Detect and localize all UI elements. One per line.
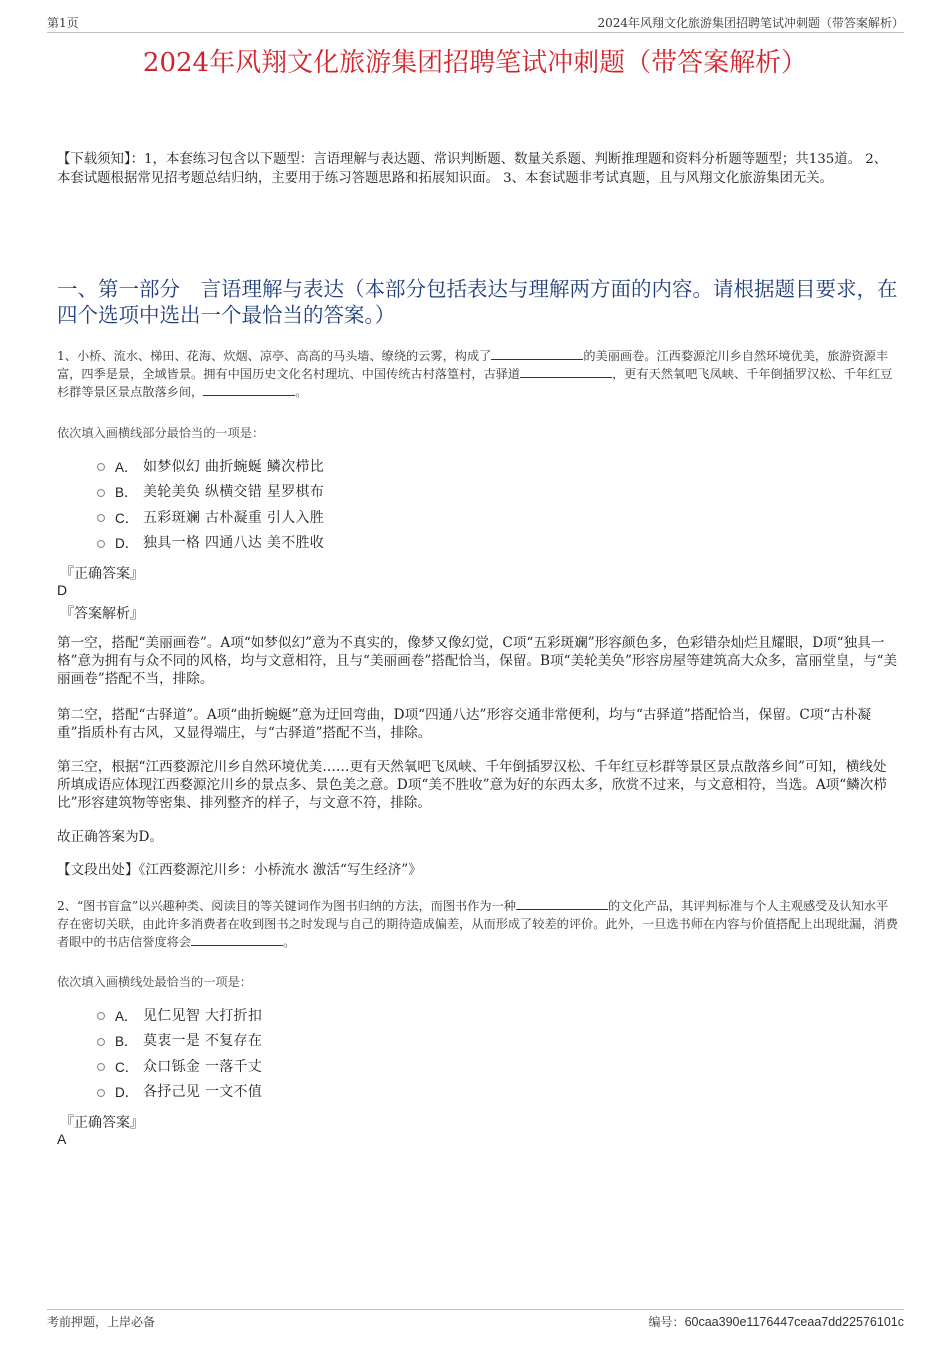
document-id <box>649 1313 904 1330</box>
question-1-text-part4: 。 <box>295 385 308 399</box>
question-2-text-part2: 的文化产品，其评判标准与个人主观感受及认知水平存在密切关联，由此许多消费者在收到图书之时发现与自己的期待造成偏差，从而形成了较差的评价。此外，一旦选书师在内容与价值搭配上出现纰漏，消费者眼中的书店信誉度将会 <box>57 899 898 949</box>
option-letter: B． <box>115 1034 138 1050</box>
option-letter: D． <box>115 536 139 552</box>
option-letter: A． <box>115 1008 138 1024</box>
question-1-stem <box>57 347 899 401</box>
option-a[interactable] <box>97 1002 262 1028</box>
option-b[interactable] <box>97 479 324 505</box>
radio-button-icon[interactable] <box>97 1063 105 1071</box>
option-text: 如梦似幻 曲折蜿蜒 鳞次栉比 <box>143 458 325 475</box>
option-text: 五彩斑斓 古朴凝重 引人入胜 <box>143 509 325 526</box>
option-c[interactable] <box>97 504 324 530</box>
question-1-options <box>97 453 324 555</box>
radio-button-icon[interactable] <box>97 489 105 497</box>
correct-answer: D <box>57 582 68 598</box>
document-id-label: 编号： <box>648 1315 685 1329</box>
radio-button-icon[interactable] <box>97 540 105 548</box>
option-b[interactable] <box>97 1028 262 1054</box>
answer-blank <box>203 383 295 396</box>
option-text: 美轮美奂 纵横交错 星罗棋布 <box>143 484 325 501</box>
footer-rule <box>47 1309 904 1310</box>
analysis-paragraph-3: 第三空，根据“江西婺源沱川乡自然环境优美……更有天然氧吧飞凤峡、千年倒插罗汉松、千年红豆杉群等景区景点散落乡间”可知，横线处所填成语应体现江西婺源沱川乡的景点多、景色美之意。D项“美不胜收”意为好的东西太多，欣赏不过来，与文意相符，当选。A项“鳞次栉比”形容建筑物等密集、排列整齐的样子，与文意不符，排除。 <box>57 759 887 811</box>
question-1-text-part2: 的美丽画卷。江西婺源沱川乡自然环境优美，旅游资源丰富，四季是景，全域皆景。拥有中国历史文化名村理坑、中国传统古村落篁村，古驿道 <box>57 349 889 381</box>
option-letter: C． <box>115 1059 139 1075</box>
header-rule <box>47 32 904 33</box>
option-letter: B． <box>115 485 138 501</box>
option-text: 见仁见智 大打折扣 <box>143 1007 263 1024</box>
option-letter: D． <box>115 1085 139 1101</box>
radio-button-icon[interactable] <box>97 463 105 471</box>
radio-button-icon[interactable] <box>97 514 105 522</box>
footer-slogan: 考前押题，上岸必备 <box>47 1315 156 1329</box>
analysis-paragraph-1: 第一空，搭配“美丽画卷”。A项“如梦似幻”意为不真实的，像梦又像幻觉，C项“五彩斑斓”形容颜色多，色彩错杂灿烂且耀眼，D项“独具一格”意为拥有与众不同的风格，均与文意相符，且与“美丽画卷”搭配恰当，保留。B项“美轮美奂”形容房屋等建筑高大众多，富丽堂皇，与“美丽画卷”搭配不当，排除。 <box>57 635 898 687</box>
question-2-text-part3: 。 <box>283 935 296 949</box>
answer-blank <box>516 897 608 910</box>
radio-button-icon[interactable] <box>97 1089 105 1097</box>
answer-blank <box>491 347 583 360</box>
analysis-paragraph-2: 第二空，搭配“古驿道”。A项“曲折蜿蜒”意为迂回弯曲，D项“四通八达”形容交通非常便利，均与“古驿道”搭配恰当，保留。C项“古朴凝重”指质朴有古风，又显得端庄，与“古驿道”搭配不当，排除。 <box>57 707 872 741</box>
correct-answer-label: 『正确答案』 <box>60 566 144 582</box>
option-letter: A． <box>115 459 138 475</box>
option-text: 莫衷一是 不复存在 <box>143 1033 263 1050</box>
option-letter: C． <box>115 510 139 526</box>
question-2-stem <box>57 897 899 951</box>
radio-button-icon[interactable] <box>97 1038 105 1046</box>
answer-blank <box>191 933 283 946</box>
download-notice: 【下载须知】：1，本套练习包含以下题型：言语理解与表达题、常识判断题、数量关系题、判断推理题和资料分析题等题型；共135道。 2、本套试题根据常见招考题总结归纳，主要用于练习答题思路和拓展知识面。 3、本套试题非考试真题，且与风翔文化旅游集团无关。 <box>57 152 888 186</box>
source-citation: 【文段出处】《江西婺源沱川乡：小桥流水 激活“写生经济”》 <box>57 862 422 878</box>
option-text: 各抒己见 一文不值 <box>143 1084 263 1101</box>
option-a[interactable] <box>97 453 324 479</box>
option-d[interactable] <box>97 1079 262 1105</box>
option-text: 众口铄金 一落千丈 <box>143 1058 263 1075</box>
analysis-label: 『答案解析』 <box>60 606 144 622</box>
question-1-text-part1: 1、小桥、流水、梯田、花海、炊烟、凉亭、高高的马头墙、缭绕的云雾，构成了 <box>57 349 492 363</box>
document-title: 2024年风翔文化旅游集团招聘笔试冲刺题（带答案解析） <box>142 48 808 78</box>
option-text: 独具一格 四通八达 美不胜收 <box>143 535 325 552</box>
question-1-prompt: 依次填入画横线部分最恰当的一项是： <box>57 426 265 440</box>
correct-answer-label: 『正确答案』 <box>60 1115 144 1131</box>
analysis-conclusion: 故正确答案为D。 <box>57 829 164 845</box>
option-d[interactable] <box>97 530 324 556</box>
section-heading: 一、第一部分 言语理解与表达（本部分包括表达与理解两方面的内容。请根据题目要求，在四个选项中选出一个最恰当的答案。） <box>57 277 898 327</box>
question-2-prompt: 依次填入画横线处最恰当的一项是： <box>57 975 252 989</box>
question-2-text-part1: 2、“图书盲盒”以兴趣种类、阅读目的等关键词作为图书归纳的方法，而图书作为一种 <box>57 899 516 913</box>
question-2-options <box>97 1002 262 1104</box>
running-header-title: 2024年风翔文化旅游集团招聘笔试冲刺题（带答案解析） <box>597 16 904 30</box>
answer-blank <box>520 365 612 378</box>
correct-answer: A <box>57 1131 67 1147</box>
radio-button-icon[interactable] <box>97 1012 105 1020</box>
document-id-value: 60caa390e1176447ceaa7dd22576101c <box>684 1315 904 1329</box>
page-number: 第1页 <box>47 16 79 30</box>
option-c[interactable] <box>97 1053 262 1079</box>
question-1-text-part3: ，更有天然氧吧飞凤峡、千年倒插罗汉松、千年红豆杉群等景区景点散落乡间， <box>57 367 893 399</box>
